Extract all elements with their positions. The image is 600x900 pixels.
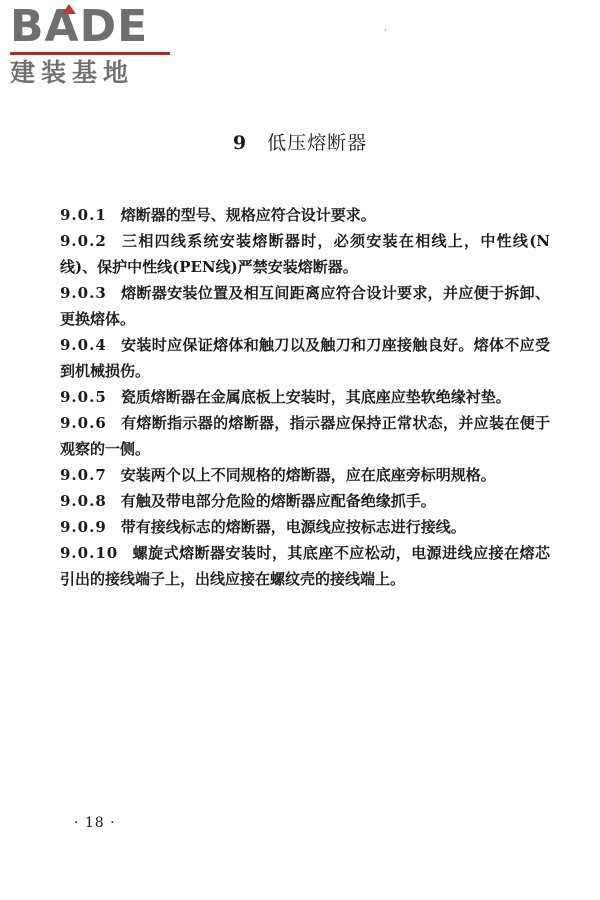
clause-text: 三相四线系统安装熔断器时，必须安装在相线上，中性线(N线)、保护中性线(PEN线)严禁安装熔断器。 — [60, 232, 550, 276]
clause-number: 9.0.6 — [60, 414, 107, 432]
clause-item — [60, 332, 550, 384]
clause-text: 有熔断指示器的熔断器，指示器应保持正常状态，并应装在便于观察的一侧。 — [60, 414, 550, 458]
clause-number: 9.0.7 — [60, 466, 107, 484]
clause-item — [60, 514, 550, 540]
clause-text: 有触及带电部分危险的熔断器应配备绝缘抓手。 — [120, 492, 436, 510]
clause-number: 9.0.5 — [60, 388, 107, 406]
clause-item — [60, 462, 550, 488]
clause-item — [60, 540, 550, 592]
clause-number: 9.0.10 — [60, 544, 119, 562]
scan-dot-mark: · — [384, 26, 387, 35]
clause-item — [60, 280, 550, 332]
clause-text: 熔断器安装位置及相互间距离应符合设计要求，并应便于拆卸、更换熔体。 — [60, 284, 550, 328]
page-number: · 18 · — [74, 815, 116, 831]
section-title: 低压熔断器 — [267, 132, 368, 154]
section-number: 9 — [232, 132, 248, 154]
clause-number: 9.0.4 — [60, 336, 107, 354]
clause-text: 螺旋式熔断器安装时，其底座不应松动，电源进线应接在熔芯引出的接线端子上，出线应接在螺纹壳的接线端上。 — [60, 544, 550, 588]
clause-number: 9.0.2 — [60, 232, 107, 250]
logo-accent-triangle-icon — [62, 4, 76, 14]
brand-logo — [10, 1, 180, 89]
clause-text: 安装时应保证熔体和触刀以及触刀和刀座接触良好。熔体不应受到机械损伤。 — [60, 336, 550, 380]
clause-number: 9.0.1 — [60, 206, 107, 224]
logo-divider — [10, 52, 170, 55]
clause-text: 瓷质熔断器在金属底板上安装时，其底座应垫软绝缘衬垫。 — [120, 388, 511, 406]
clause-text: 安装两个以上不同规格的熔断器，应在底座旁标明规格。 — [120, 466, 496, 484]
clause-number: 9.0.3 — [60, 284, 107, 302]
logo-subtitle: 建装基地 — [10, 58, 135, 87]
clause-item — [60, 202, 550, 228]
clause-text: 带有接线标志的熔断器，电源线应按标志进行接线。 — [120, 518, 466, 536]
clause-item — [60, 410, 550, 462]
clause-list — [60, 202, 550, 592]
clause-text: 熔断器的型号、规格应符合设计要求。 — [120, 206, 376, 224]
section-heading — [0, 128, 600, 155]
clause-number: 9.0.9 — [60, 518, 107, 536]
logo-brand-text: BADE — [10, 1, 149, 52]
clause-item — [60, 384, 550, 410]
clause-number: 9.0.8 — [60, 492, 107, 510]
clause-item — [60, 228, 550, 280]
clause-item — [60, 488, 550, 514]
